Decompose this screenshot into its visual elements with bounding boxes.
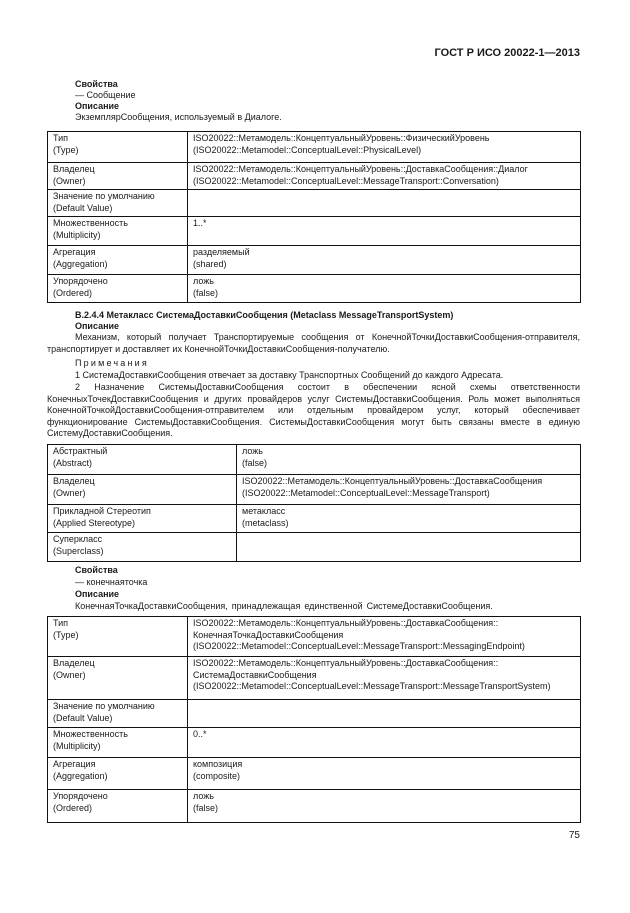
- property-value-cell: разделяемый (shared): [188, 246, 581, 275]
- table-row: [48, 246, 581, 275]
- description-title: Описание: [75, 321, 120, 331]
- properties-table-1: [47, 131, 581, 303]
- description-text: КонечнаяТочкаДоставкиСообщения, принадлежащая единственной СистемеДоставкиСообщения.: [75, 601, 493, 611]
- table-row: [48, 617, 581, 657]
- table-row: [48, 657, 581, 700]
- property-value-cell: [237, 533, 581, 562]
- description-title: Описание: [75, 101, 120, 111]
- properties-title: Свойства: [75, 565, 118, 575]
- property-value-cell: 0..*: [188, 728, 581, 758]
- description-title: Описание: [75, 589, 120, 599]
- property-value-cell: ложь (false): [237, 445, 581, 475]
- table-row: [48, 132, 581, 163]
- properties-title: Свойства: [75, 79, 118, 89]
- property-item: — конечнаяточка: [75, 577, 148, 587]
- property-value-cell: 1..*: [188, 217, 581, 246]
- property-value-cell: [188, 190, 581, 217]
- property-value-cell: ISO20022::Метамодель::КонцептуальныйУровень::ДоставкаСообщения:: СистемаДоставкиСообщения (ISO20022::Metamodel::ConceptualLevel::MessageTransport::MessageTransportSystem): [188, 657, 581, 700]
- note-1: 1 СистемаДоставкиСообщения отвечает за доставку Транспортных Сообщений до каждого Адресата.: [75, 370, 504, 380]
- property-value-cell: ISO20022::Метамодель::КонцептуальныйУровень::ДоставкаСообщения (ISO20022::Metamodel::ConceptualLevel::MessageTransport): [237, 475, 581, 505]
- property-name-cell: Владелец (Owner): [48, 657, 188, 700]
- table-row: [48, 445, 581, 475]
- property-name-cell: Абстрактный (Abstract): [48, 445, 237, 475]
- description-text: ЭкземплярСообщения, используемый в Диалоге.: [75, 112, 282, 122]
- property-value-cell: композиция (composite): [188, 758, 581, 790]
- property-name-cell: Значение по умолчанию (Default Value): [48, 190, 188, 217]
- table-row: [48, 505, 581, 533]
- property-value-cell: [188, 700, 581, 728]
- metaclass-table: [47, 444, 581, 562]
- table-row: [48, 533, 581, 562]
- table-row: [48, 163, 581, 190]
- table-row: [48, 790, 581, 823]
- property-name-cell: Владелец (Owner): [48, 475, 237, 505]
- property-name-cell: Прикладной Стереотип (Applied Stereotype): [48, 505, 237, 533]
- section-heading: B.2.4.4 Метакласс СистемаДоставкиСообщения (Metaclass MessageTransportSystem): [75, 310, 454, 320]
- standard-number: ГОСТ Р ИСО 20022-1—2013: [434, 47, 580, 59]
- note-2: 2 Назначение СистемыДоставкиСообщения состоит в обеспечении ясной схемы ответственности КонечныхТочекДоставкиСообщения и других провайдеров услуг СистемыДоставкиСообщения. Роль может выполняться КонечнойТочкойДоставкиСообщения-отправителем или отдельным провайдером услуг, который обеспечивает функционирование СистемыДоставкиСообщения. СистемыДоставкиСообщения могут быть связаны вместе в единую СистемуДоставкиСообщения.: [47, 382, 580, 438]
- table-row: [48, 758, 581, 790]
- property-name-cell: Агрегация (Aggregation): [48, 246, 188, 275]
- page-number: 75: [568, 830, 580, 841]
- table-row: [48, 728, 581, 758]
- property-value-cell: метакласс (metaclass): [237, 505, 581, 533]
- notes-title: Примечания: [75, 358, 149, 368]
- property-item: — Сообщение: [75, 90, 136, 100]
- property-name-cell: Тип (Type): [48, 617, 188, 657]
- property-value-cell: ISO20022::Метамодель::КонцептуальныйУровень::ДоставкаСообщения::Диалог (ISO20022::Metamodel::ConceptualLevel::MessageTransport::Conversation): [188, 163, 581, 190]
- property-value-cell: ложь (false): [188, 275, 581, 303]
- table-row: [48, 275, 581, 303]
- property-value-cell: ложь (false): [188, 790, 581, 823]
- property-value-cell: ISO20022::Метамодель::КонцептуальныйУровень::ФизическийУровень (ISO20022::Metamodel::ConceptualLevel::PhysicalLevel): [188, 132, 581, 163]
- description-text: Механизм, который получает Транспортируемые сообщения от КонечнойТочкиДоставкиСообщения-отправителя, транспортирует и доставляет их КонечнойТочкиДоставкиСообщения-получателю.: [47, 332, 580, 354]
- table-row: [48, 190, 581, 217]
- property-name-cell: Упорядочено (Ordered): [48, 275, 188, 303]
- property-name-cell: Множественность (Multiplicity): [48, 728, 188, 758]
- property-value-cell: ISO20022::Метамодель::КонцептуальныйУровень::ДоставкаСообщения:: КонечнаяТочкаДоставкиСообщения (ISO20022::Metamodel::ConceptualLevel::MessageTransport::MessagingEndpoint): [188, 617, 581, 657]
- property-name-cell: Тип (Type): [48, 132, 188, 163]
- property-name-cell: Суперкласс (Superclass): [48, 533, 237, 562]
- property-name-cell: Множественность (Multiplicity): [48, 217, 188, 246]
- property-name-cell: Значение по умолчанию (Default Value): [48, 700, 188, 728]
- properties-table-2: [47, 616, 581, 823]
- property-name-cell: Владелец (Owner): [48, 163, 188, 190]
- table-row: [48, 217, 581, 246]
- property-name-cell: Упорядочено (Ordered): [48, 790, 188, 823]
- table-row: [48, 475, 581, 505]
- table-row: [48, 700, 581, 728]
- property-name-cell: Агрегация (Aggregation): [48, 758, 188, 790]
